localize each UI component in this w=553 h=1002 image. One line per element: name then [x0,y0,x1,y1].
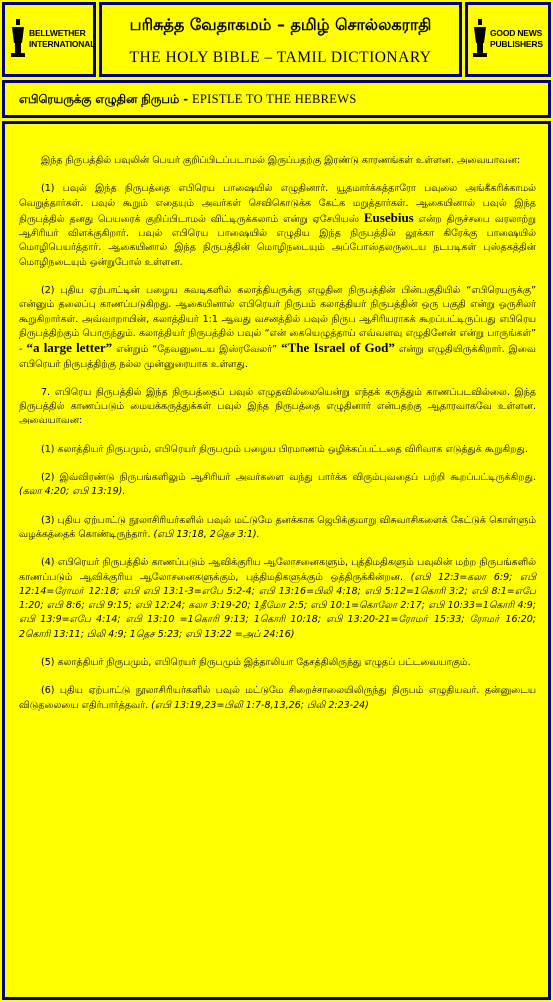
intro-paragraph: இந்த நிருபத்தில் பவுலின் பெயர் குறிப்பிடப்படாமல் இருப்பதற்கு இரண்டு காரணங்கள் உள்ளன. அவையாவன: [41,155,521,166]
p1-text: (1) பவுல் இந்த நிருபத்தை எபிரெய பாஷையில் எழுதினார். யூதமார்க்கத்தாரோ பவுலை அங்கீகரிக்காமல் வெறுத்தார்கள். பவுல் கூறும் எதையும் அவர்கள் செவிகொடுக்க கேட்க மறுத்தார்கள். ஆகையினால் பவுல் இந்த நிருபத்தில் தனது பெயரைக் குறிப்பிடாமல் விட்டிருக்கலாம் என்று ஏசேபியஸ் [19,183,536,225]
p1-text-b: என்ற திருச்சபை வரலாற்று ஆசிரியர் விளக்குகிறார். பவுல் எபிரெய பாஷையில் எழுதிய இந்த நிருபத்தில் லூக்கா கிரேக்கு பாஷையில் மொழிபெயர்த்தார். ஆகையினால் இந்த நிருபத்தின் மொழிநடையும் அப்போஸ்தலருடைய நடபடிகள் புஸ்தகத்தின் மொழிநடையும் ஒன்றுபோல் உள்ளன. [19,213,536,268]
lamp-icon [9,17,27,61]
left-logo-line1: BELLWETHER [29,28,86,38]
paragraph-7 [19,556,536,642]
subtitle-english: EPISTLE TO THE HEBREWS [192,92,357,106]
good-news-logo [472,17,543,61]
paragraph-8: (5) கலாத்தியர் நிருபமும், எபிரெயர் நிருபமும் இத்தாலியா தேசத்திலிருந்து எழுதப் பட்டவையாகும். [41,657,471,669]
p2-text-b: என்றும் “தேவனுடைய இஸ்ரவேலர்” [116,344,278,356]
p6-reference: (எபி 13:18, 2தெச 3:1). [153,528,260,540]
p7-text: (4) எபிரெயர் நிருபத்தில் காணப்படும் ஆவிக்குரிய ஆலோசனைகளும், புத்திமதிகளும் பவுலின் மற்ற நிருபங்களில் காணப்படும் ஆவிக்குரிய ஆலோசனைகளுக்கும், புத்திமதிகளுக்கும் ஒத்திருக்கின்றன. [19,557,536,583]
paragraph-4: (1) கலாத்தியர் நிருபமும், எபிரெயர் நிருபமும் பழைய பிரமாணம் ஒழிக்கப்பட்டதை விரிவாக எடுத்துக் கூறுகிறது. [41,443,528,455]
paragraph-1 [19,182,536,270]
body-box [2,121,551,1000]
p6-text: (3) புதிய ஏற்பாட்டு நூலாசிரியர்களில் பவுல் மட்டுமே தனக்காக ஜெபிக்குமாறு விசுவாசிகளைக் கேட்டுக் கொள்ளும் வழக்கத்தைக் கொண்டிருந்தார். [19,514,536,540]
paragraph-3: 7. எபிரெய நிருபத்தில் இந்த நிருபத்தைப் பவுல் எழுதவில்லையென்று எந்தக் கருத்தும் காணப்படவில்லை. இந்த நிருபத்தில் காணப்படும் மையக்கருத்துக்கள் பவுல் இந்த நிருபத்தை எழுதினார் என்பதற்கு ஆதாரவாகவே உள்ளன. அவையாவன: [19,386,536,427]
right-logo-box [465,2,551,77]
title-box [99,2,462,77]
p1-eusebius: Eusebius [363,209,414,225]
p9-reference: (எபி 13:19,23=பிலி 1:7-8,13,26; பிலி 2:23-24) [151,699,369,711]
subtitle-tamil: எபிரெயருக்கு எழுதின நிருபம் [19,92,180,106]
page-subtitle [19,92,357,108]
left-logo-line2: INTERNATIONAL [29,39,96,49]
p5-text: (2) இவ்விரண்டு நிருபங்களிலும் ஆசிரியர் அவர்களை வந்து பார்க்க விரும்புவதைப் பற்றி கூறப்பட்டிருக்கிறது. [41,472,536,484]
lamp-icon [472,17,488,61]
p2-large-letter: “a large letter” [26,340,113,356]
p2-text-c: என்று எழுதியிருக்கிறார். இவை எபிரெயர் நிருபத்திற்கு நல்ல முன்னுரையாக உள்ளது. [19,344,536,370]
paragraph-2 [19,284,536,372]
bellwether-logo [9,17,95,61]
title-tamil: பரிசுத்த வேதாகமம் – தமிழ் சொல்லகராதி [129,15,432,34]
subtitle-separator: - [179,92,192,106]
p5-reference: (கலா 4:20; எபி 13:19). [19,486,126,498]
paragraph-6 [19,514,536,543]
subtitle-box [2,80,551,118]
title-english: THE HOLY BIBLE – TAMIL DICTIONARY [129,49,432,66]
paragraph-9 [19,684,536,713]
p2-israel-of-god: “The Israel of God” [281,340,395,356]
right-logo-line2: PUBLISHERS [490,39,543,49]
p2-text-a: (2) புதிய ஏற்பாட்டின் பழைய சுவடிகளில் கலாத்தியருக்கு எழுதின நிருபத்தின் பின்பகுதியில் “எபிரெயருக்கு” என்னும் தலைப்பு காணப்படுகிறது. ஆகையினால் எபிரெயர் நிருபம் கலாத்தியர் நிருபத்தின் ஒரு பகுதி என்று ஒருசிலர் கூறுகிறார்கள். அவ்வாறாயின், கலாத்தியர் 1:1 ஆவது வசனத்தில் பவுல் நிருப ஆசிரியராகக் கூறப்பட்டிருப்பது எபிரெய நிருபத்திற்கும் பொருந்தும். கலாத்தியர் நிருபத்தில் பவுல் “என் கையெழுத்தாய் எவ்வளவு எழுதினேன் என்று பாருங்கள்” - [19,285,536,356]
paragraph-5 [19,471,536,500]
p9-text: (6) புதிய ஏற்பாட்டு நூலாசிரியர்களில் பவுல் மட்டுமே சிறைச்சாலையிலிருந்து நிருபம் எழுதியவர். தன்னுடைய விடுதலையை எதிர்பார்த்தவர். [19,685,536,711]
left-logo-box [2,2,96,77]
right-logo-line1: GOOD NEWS [490,28,543,38]
body-content [19,154,536,727]
p7-reference: (எபி 12:3=கலா 6:9; எபி 12:14=ரோமா் 12:18; எபி எபி 13:1-3=எபே 5:2-4; எபி 13:16=பிலி 4:18; எபி 5:12=1கொரி 3:2; எபி 8:1=எபே 1:20; எபி 8:6; எபி 9:15; எபி 12:24; கலா 3:19-20; 1தீமோ 2:5; எபி 10:1=கொலோ 2:17; எபி 10:33=1கொரி 4:9; எபி 13:9=எபே 4:14; எபி 13:10 =1கொரி 9:13; 1கொரி 10:18; எபி 13:20-21=ரோமா் 15:33; ரோமா் 16:20; 2கொரி 13:11; பிலி 4:9; 1தெச 5:23; எபி 13:22 =அப் 24:16) [19,571,536,640]
